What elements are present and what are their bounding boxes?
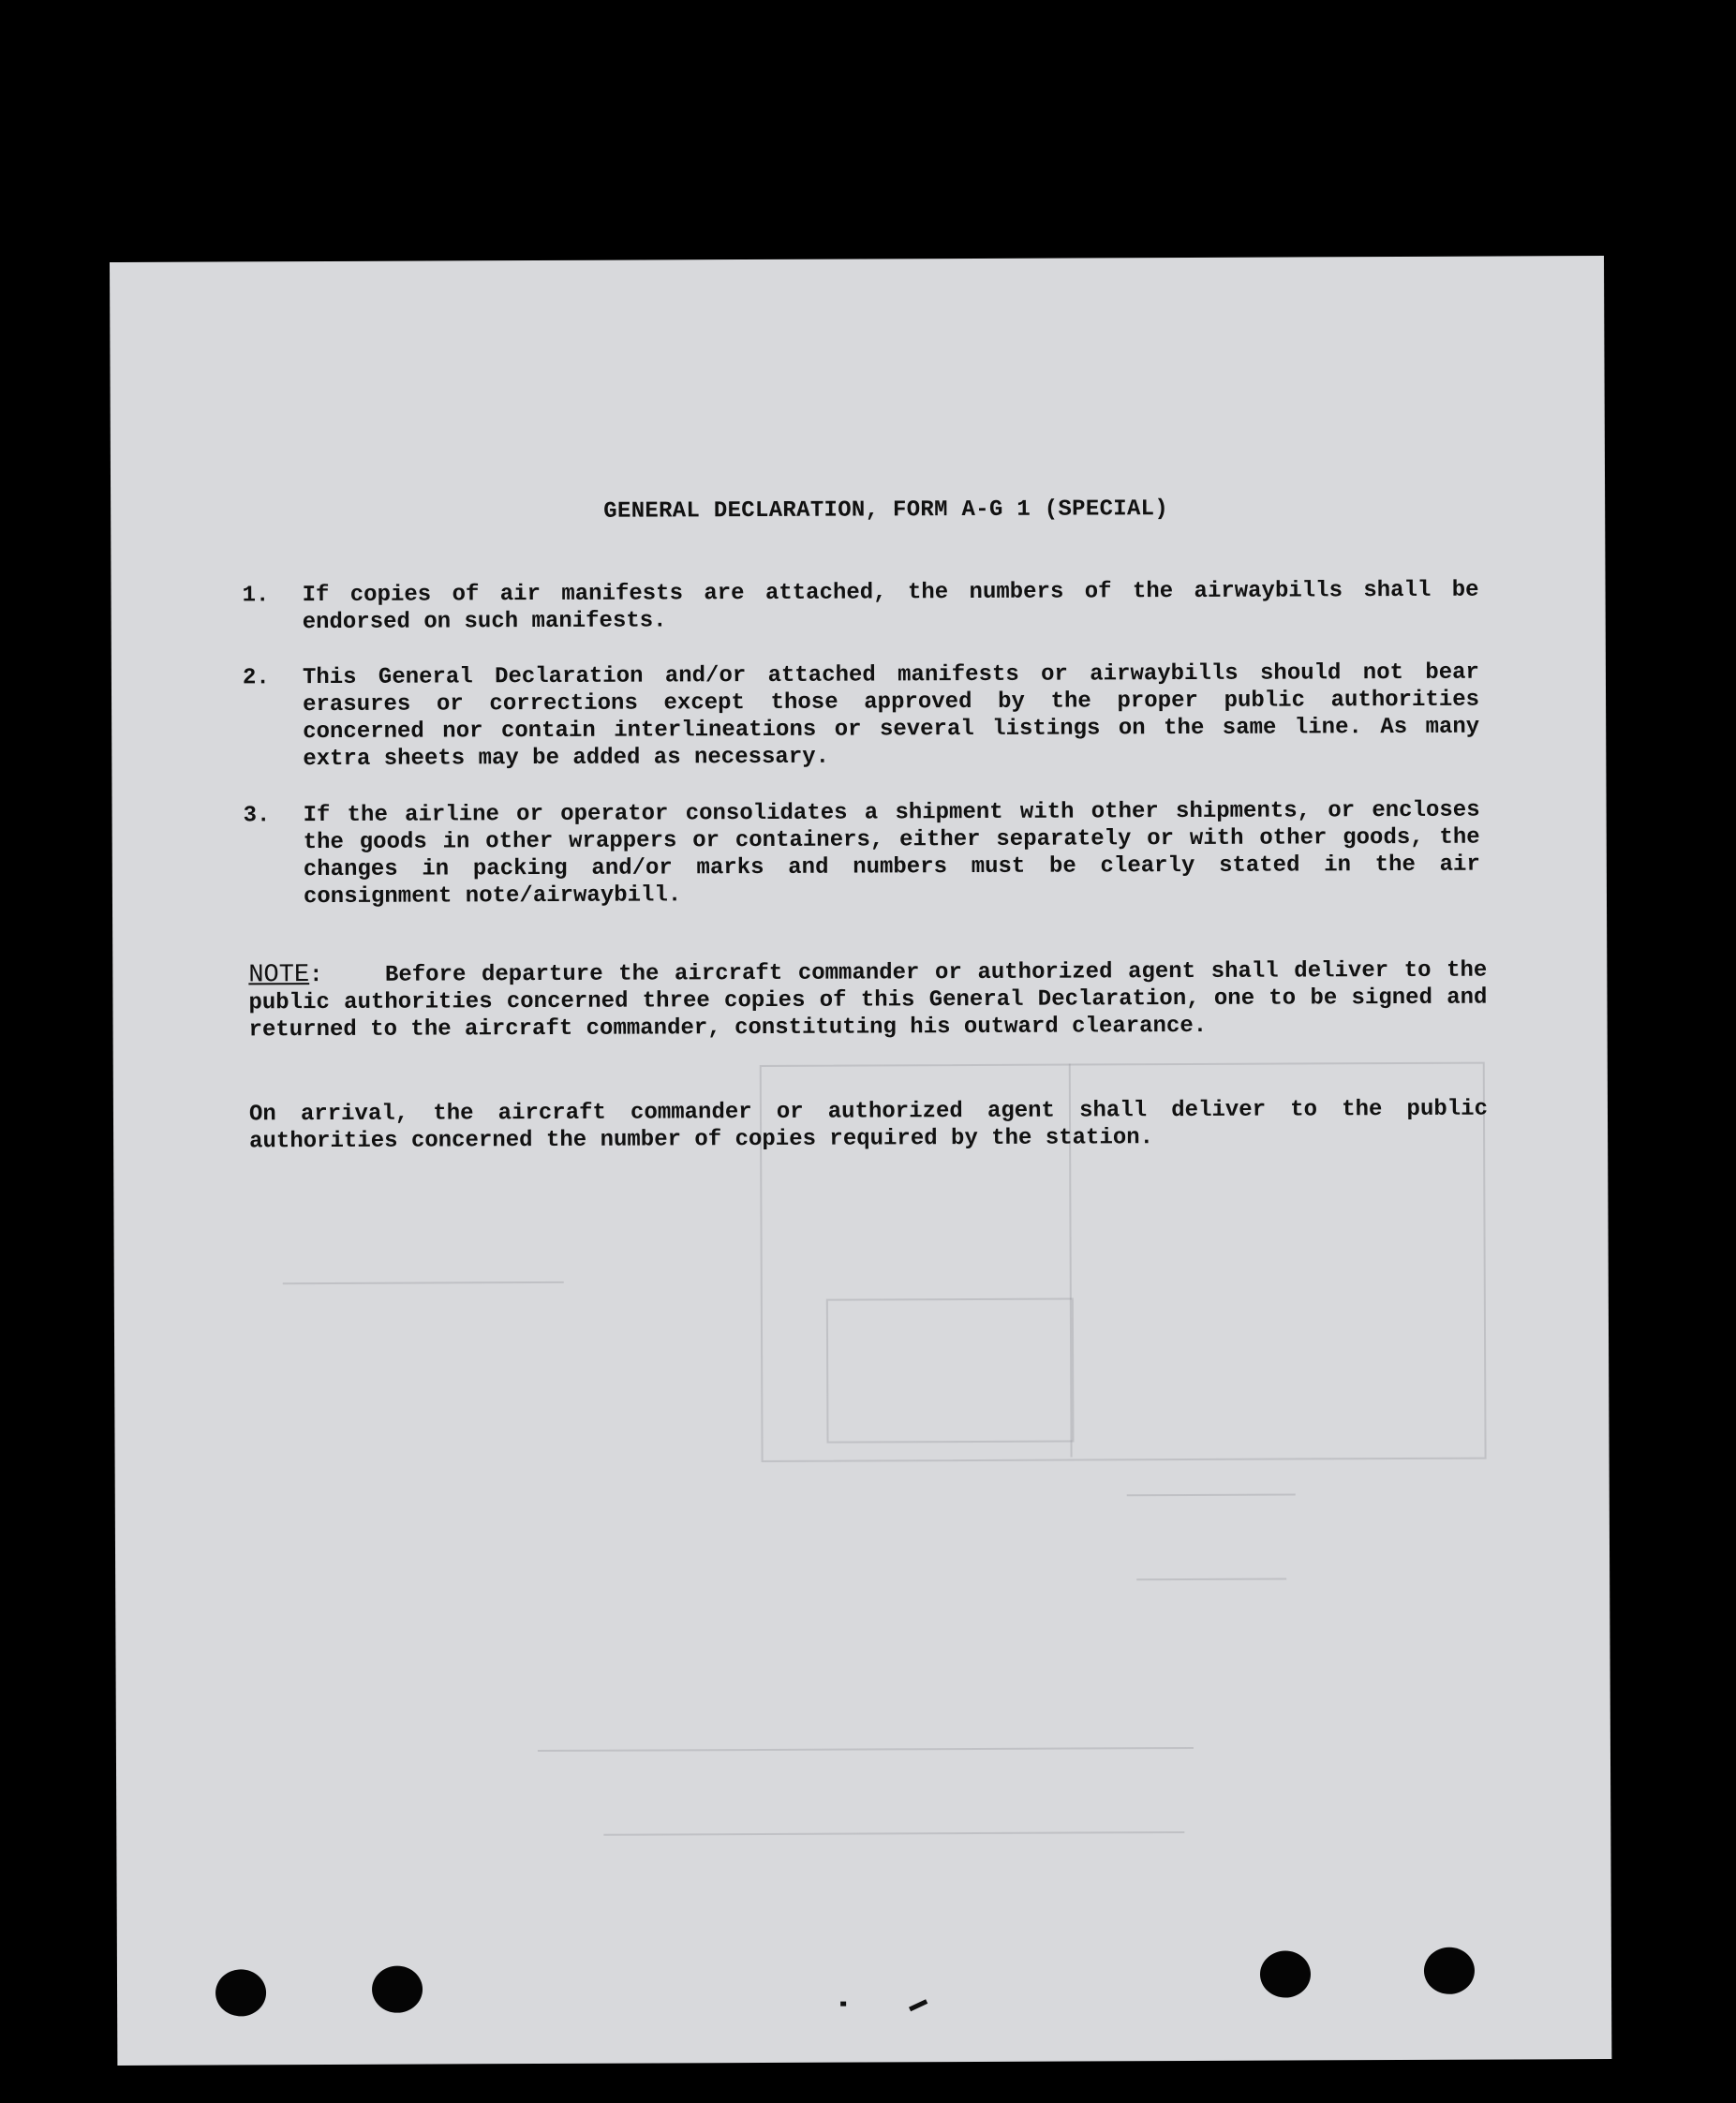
- list-item: [243, 659, 1479, 774]
- list-item-text: If the airline or operator consolidates a shipment with other shipments, or encloses the goods in other wrappers or containers, either separately or with other goods, the changes in packing and/or marks and numbers must be clearly stated in the air consignment note/airwaybill.: [303, 797, 1480, 911]
- bleed-through-line: [1127, 1493, 1296, 1496]
- punch-hole: [215, 1969, 266, 2016]
- declaration-text: [110, 256, 1604, 1155]
- punch-hole: [1260, 1950, 1311, 1997]
- note-label: NOTE: [248, 961, 310, 990]
- list-item-text: This General Declaration and/or attached manifests or airwaybills should not bear erasures or corrections except those approved by the proper public authorities concerned nor contain interlineations or several listings on the same line. As many extra sheets may be added as necessary.: [302, 659, 1480, 773]
- bleed-through-line: [1136, 1578, 1286, 1581]
- stray-mark: [909, 1999, 927, 2011]
- page-title: GENERAL DECLARATION, FORM A-G 1 (SPECIAL): [603, 496, 1169, 525]
- list-item-number: 1.: [242, 583, 270, 609]
- stray-mark: [840, 2002, 846, 2007]
- arrival-paragraph: On arrival, the aircraft commander or authorized agent shall deliver to the public authorities concerned the number of copies required by the station.: [248, 1096, 1489, 1155]
- list-item-text: If copies of air manifests are attached, the numbers of the airwaybills shall be endorsed on such manifests.: [302, 577, 1479, 636]
- list-item: [242, 577, 1478, 637]
- bleed-through-line: [283, 1281, 564, 1284]
- bleed-through-box: [826, 1298, 1075, 1444]
- punch-hole: [372, 1966, 423, 2013]
- punch-hole: [1424, 1947, 1475, 1994]
- note-text: Before departure the aircraft commander or authorized agent shall deliver to the public authorities concerned three copies of this General Declaration, one to be signed and returned to the aircraft commander, constituting his outward clearance.: [248, 957, 1488, 1044]
- paper-sheet: [110, 256, 1611, 2066]
- list-item-number: 3.: [243, 803, 271, 829]
- note-colon: :: [309, 962, 386, 989]
- list-item: [244, 797, 1480, 911]
- list-item-number: 2.: [242, 665, 270, 691]
- bleed-through-line: [538, 1747, 1194, 1752]
- bleed-through-line: [603, 1831, 1184, 1836]
- note-paragraph: [248, 957, 1487, 1044]
